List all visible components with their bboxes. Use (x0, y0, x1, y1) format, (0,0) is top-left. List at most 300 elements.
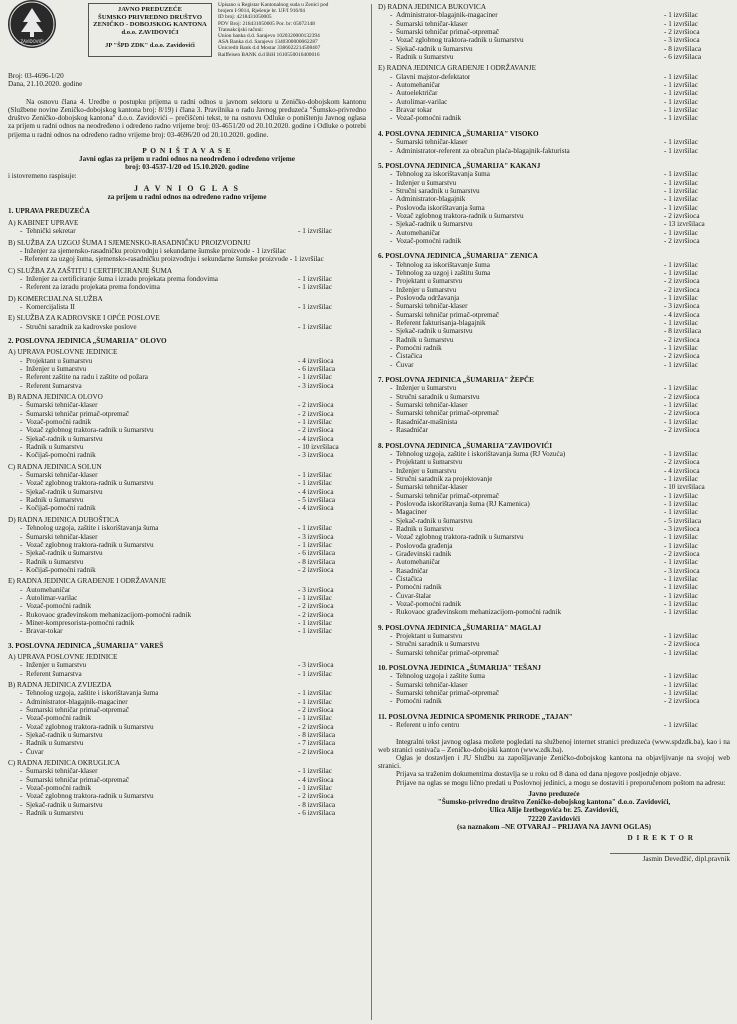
job-position-name: Projektant u šumarstvu (396, 458, 463, 467)
job-position-name: Radnik u šumarstvu (26, 809, 84, 818)
job-position-row (8, 602, 366, 610)
job-position-count: - 2 izvršioca (664, 426, 700, 435)
job-position-row (378, 361, 730, 369)
section-title: 10. POSLOVNA JEDINICA „ŠUMARIJA" TEŠANJ (378, 664, 542, 673)
job-position-count: - 3 izvršioca (298, 532, 334, 541)
job-position-count: - 2 izvršioca (664, 211, 700, 220)
job-position-row (378, 212, 730, 220)
job-position-name: Vozač-pomoćni radnik (396, 114, 462, 123)
job-position-name: Vozač zglobnog traktora-radnik u šumarstvu (396, 533, 524, 542)
job-position-row (8, 809, 366, 817)
job-position-count: - 1 izvršilac (664, 384, 698, 393)
job-position-name: Referent u info centru (396, 721, 460, 730)
job-position-name: Inženjer u šumarstvu (26, 364, 87, 373)
document-meta (8, 72, 366, 89)
job-position-row (378, 697, 730, 705)
job-position-count: - 3 izvršioca (298, 585, 334, 594)
job-position-count: - 4 izvršioca (664, 466, 700, 475)
job-position-name: Šumarski tehničar-klaser (396, 302, 468, 311)
job-position-name: Sjekač-radnik u šumarstvu (26, 487, 103, 496)
job-position-name: Čistačica (396, 575, 423, 583)
job-position-row (8, 792, 366, 800)
job-position-name: Tehnolog za iskorištavanje šuma (396, 260, 490, 269)
job-position-count: - 1 izvršilac (664, 680, 698, 689)
unit-title: E) RADNA JEDINICA GRAĐENJE I ODRŽAVANJE (8, 577, 167, 586)
job-position-row (378, 352, 730, 360)
job-position-row (378, 508, 730, 516)
job-position-row (378, 467, 730, 475)
section-title: 9. POSLOVNA JEDINICA „ŠUMARIJA" MAGLAJ (378, 623, 542, 632)
job-position-row (378, 681, 730, 689)
job-position-row (8, 689, 366, 697)
job-position-row (378, 170, 730, 178)
job-position-name: Stručni saradnik u šumarstvu (396, 640, 480, 649)
job-position-count: - 1 izvršilac (298, 283, 332, 292)
job-position-count: - 3 izvršioca (664, 36, 700, 45)
job-position-row (8, 365, 366, 373)
job-position-name: Rasadničar (396, 566, 428, 575)
job-position-row (378, 689, 730, 697)
job-position-count: - 2 izvršioca (664, 640, 700, 649)
job-position-row (8, 410, 366, 418)
job-position-row (8, 471, 366, 479)
job-position-count: - 1 izvršilac (664, 491, 698, 500)
job-position-name: Stručni saradnik u šumarstvu (396, 392, 480, 401)
job-position-name: Automehaničar (396, 228, 441, 237)
job-position-count: - 3 izvršioca (298, 381, 334, 390)
job-position-row (8, 594, 366, 602)
job-position-row (378, 344, 730, 352)
job-position-name: Projektant u šumarstvu (26, 356, 93, 365)
reg-line: Transakcijski računi: (218, 26, 264, 33)
job-position-row (378, 195, 730, 203)
job-position-count: - 1 izvršilac (664, 260, 698, 269)
job-position-row (378, 28, 730, 36)
section-title: 2. POSLOVNA JEDINICA „ŠUMARIJA" OLOVO (8, 336, 167, 345)
job-position-row (378, 336, 730, 344)
ponistava-line1: Javni oglas za prijem u radni odnos na neodređeno i određeno vrijeme (79, 155, 295, 164)
job-position-row (378, 302, 730, 310)
job-position-row (378, 286, 730, 294)
job-position-row (8, 496, 366, 504)
job-position-count: - 1 izvršilac (664, 106, 698, 115)
reg-line: Union banka d.d. Sarajevo 1020320000132394 (218, 33, 320, 40)
unit-title: D) KOMERCIJALNA SLUŽBA (8, 294, 103, 303)
job-position-name: Referent šumarstva (26, 669, 82, 678)
job-position-count: - 2 izvršioca (298, 706, 334, 715)
job-position-name: Sjekač-radnik u šumarstvu (26, 800, 103, 809)
job-position-name: Stručni saradnik za kadrovske poslove (26, 322, 137, 331)
job-position-name: Rasadničar (396, 426, 428, 435)
unit-title: B) RADNA JEDINICA ZVIJEZDA (8, 681, 112, 689)
job-position-name: Poslovođa održavanja (396, 294, 460, 302)
job-position-row (8, 524, 366, 532)
unit-title: A) UPRAVA POSLOVNE JEDINICE (8, 348, 118, 357)
job-position-row (8, 776, 366, 784)
job-position-count: - 1 izvršilac (664, 114, 698, 123)
unit-title: B) RADNA JEDINICA OLOVO (8, 393, 103, 401)
job-position-count: - 4 izvršioca (298, 487, 334, 496)
job-position-name: Radnik u šumarstvu (26, 557, 84, 566)
job-position-name: Vozač zglobnog traktora-radnik u šumarstvu (396, 36, 524, 45)
job-position-count: - 8 izvršilaca (664, 44, 702, 53)
job-position-row (378, 261, 730, 269)
job-position-row (378, 450, 730, 458)
job-position-name: Šumarski tehničar primač-otpremač (396, 689, 499, 698)
job-position-count: - 6 izvršilaca (664, 53, 702, 62)
logo-text: ZAVIDOVIĆI (20, 39, 44, 44)
job-position-count: - 1 izvršilac (664, 508, 698, 517)
reg-line: ASA Banka d.d. Sarajevo 1340300000062287 (218, 39, 318, 46)
job-position-count: - 1 izvršilac (298, 540, 332, 549)
address-line: "Šumsko-privredno društvo Zeničko-dobojskog kantona" d.o.o. Zavidovići, (437, 798, 671, 807)
job-position-count: - 2 izvršioca (298, 401, 334, 410)
bullet-dash: - (20, 246, 25, 255)
job-position-count: - 2 izvršioca (298, 610, 334, 619)
job-position-count: - 1 izvršilac (664, 19, 698, 28)
job-position-name: Šumarski tehničar-klaser (396, 138, 468, 147)
job-position-name: Sjekač-radnik u šumarstvu (26, 731, 103, 740)
document-date: Dana, 21.10.2020. godine (8, 80, 83, 89)
job-position-count: - 1 izvršilac (664, 600, 698, 609)
job-position-name: Sjekač-radnik u šumarstvu (396, 327, 473, 336)
job-position-count: - 1 izvršilac (664, 591, 698, 600)
job-position-count: - 1 izvršilac (664, 417, 698, 426)
job-position-name: Tehnolog uzgoja, zaštite i iskorištavanja šuma (26, 524, 159, 533)
job-position-name: Sjekač-radnik u šumarstvu (26, 549, 103, 558)
job-position-row (378, 204, 730, 212)
mailing-address (378, 790, 730, 832)
job-position-count: - 1 izvršilac (298, 689, 332, 698)
job-position-name: Vozač-pomoćni radnik (396, 600, 462, 609)
job-position-row (378, 632, 730, 640)
job-position-row (378, 384, 730, 392)
closing-paragraph: Oglas je dostavljen i JU Službu za zapošljavanje Zeničko-dobojskog kantona na objavljivanje na svojoj web stranici. (378, 753, 730, 771)
unit-title: D) RADNA JEDINICA BUKOVICA (378, 3, 487, 11)
job-position-name: Čuvar-štalar (396, 591, 432, 600)
company-logo (8, 0, 56, 48)
job-position-name: Vozač zglobnog traktora-radnik u šumarstvu (26, 426, 154, 435)
job-position-row (8, 698, 366, 706)
job-position-row (378, 53, 730, 61)
reg-line: ID broj: 4218431050005 (218, 14, 272, 21)
section-title: 4. POSLOVNA JEDINICA „ŠUMARIJA" VISOKO (378, 129, 539, 138)
job-position-count: - 1 izvršilac (298, 479, 332, 488)
job-position-count: - 1 izvršilac (664, 689, 698, 698)
job-position-name: Inženjer u šumarstvu (396, 285, 457, 294)
job-position-count: - 1 izvršilac (664, 401, 698, 410)
job-position-row (378, 11, 730, 19)
job-position-row (378, 138, 730, 146)
column-divider (371, 4, 372, 1020)
job-position-name: Pomoćni radnik (396, 344, 442, 353)
job-position-row (8, 748, 366, 756)
job-position-name: Građevinski radnik (396, 549, 452, 558)
job-position-row (8, 611, 366, 619)
job-position-name: Šumarski tehničar primač-otpremač (396, 28, 499, 37)
job-position-count: - 1 izvršilac (664, 203, 698, 212)
job-position-row (8, 451, 366, 459)
job-position-count: - 1 izvršilac (664, 632, 698, 641)
job-position-count: - 2 izvršioca (664, 458, 700, 467)
job-position-name: Tehnolog uzgoja i zaštite šuma (396, 672, 485, 681)
job-position-name: Čuvar (26, 747, 44, 756)
ponistava-line2: broj: 03-4537-1/20 od 15.10.2020. godine (125, 163, 249, 172)
director-title: D I R E K T O R (627, 834, 694, 843)
job-position-row (378, 147, 730, 155)
job-position-row (378, 649, 730, 657)
job-position-count: - 1 izvršilac (298, 373, 332, 382)
job-position-name: Šumarski tehničar-klaser (26, 767, 98, 776)
signature-line (610, 853, 730, 854)
job-position-count: - 1 izvršilac (664, 672, 698, 681)
job-position-row (378, 558, 730, 566)
job-position-name: Autolimar-varilac (26, 593, 78, 602)
job-position-name: Čistačica (396, 352, 423, 361)
job-position-count: - 1 izvršilac (664, 89, 698, 98)
job-position-row (8, 435, 366, 443)
job-position-name: Radnik u šumarstvu (26, 496, 84, 505)
address-line: Javno preduzeće (528, 789, 580, 798)
job-position-name: Inženjer u šumarstvu (396, 384, 457, 393)
job-position-count: - 6 izvršilaca (298, 549, 336, 558)
job-position-count: - 1 izvršilac (298, 784, 332, 793)
job-position-row (8, 566, 366, 574)
job-position-name: Vozač zglobnog traktora-radnik u šumarstvu (26, 792, 154, 801)
job-position-count: - 1 izvršilac (664, 81, 698, 90)
job-position-count: - 2 izvršioca (298, 409, 334, 418)
closing-text (378, 738, 730, 787)
job-position-count: - 1 izvršilac (664, 533, 698, 542)
job-position-row (378, 179, 730, 187)
job-position-name: Administrator-blagajnik-magaciner (26, 697, 128, 706)
job-position-name: Administrator-referent za obračun plaća-blagajnik-fakturista (396, 146, 570, 155)
job-position-count: - 1 izvršilac (298, 227, 332, 236)
job-position-count: - 4 izvršioca (298, 434, 334, 443)
job-position-name: Poslovođa iskorištavanja šuma (396, 203, 485, 212)
job-position-name: Pomoćni radnik (396, 583, 442, 592)
job-position-count: - 3 izvršioca (298, 451, 334, 460)
job-position-count: - 6 izvršilaca (298, 809, 336, 818)
job-position-row (8, 739, 366, 747)
job-position-count: - 1 izvršilac (664, 608, 698, 617)
right-column (378, 0, 730, 863)
job-position-row (378, 640, 730, 648)
job-position-row (378, 393, 730, 401)
job-position-row (8, 586, 366, 594)
right-job-sections (378, 130, 730, 730)
job-position-count: - 1 izvršilac (664, 474, 698, 483)
closing-paragraph: Prijave na oglas se mogu lično predati u Poslovnoj jedinici, a mogu se dostaviti i preporučenom poštom na adresu: (396, 778, 726, 787)
job-position-row (378, 229, 730, 237)
job-position-count: - 1 izvršilac (664, 186, 698, 195)
job-position-name: Radnik u šumarstvu (26, 739, 84, 748)
job-position-row (378, 89, 730, 97)
job-position-name: Sjekač-radnik u šumarstvu (396, 44, 473, 53)
unit-title: C) RADNA JEDINICA SOLUN (8, 462, 102, 471)
signature-name: Jasmin Devedžić, dipl.pravnik (642, 854, 730, 863)
job-position-count: - 1 izvršilac (298, 322, 332, 331)
job-position-row (378, 73, 730, 81)
letterhead (8, 0, 366, 64)
document-number: Broj: 03-4696-1/20 (8, 72, 64, 80)
job-position-row (378, 600, 730, 608)
job-position-count: - 2 izvršioca (664, 28, 700, 37)
job-position-count: - 1 izvršilac (664, 138, 698, 147)
job-position-count: - 10 izvršilaca (298, 443, 339, 452)
job-position-name: Inženjer u šumarstvu (396, 466, 457, 475)
job-position-count: - 2 izvršioca (664, 697, 700, 706)
job-position-row (378, 483, 730, 491)
job-position-name: Referent za izradu projekata prema fondovima (26, 283, 160, 292)
job-position-name: Vozač-pomoćni radnik (26, 784, 92, 793)
job-position-row (378, 106, 730, 114)
org-line: JAVNO PREDUZEĆE (117, 6, 183, 13)
job-position-name: Šumarski tehničar-klaser (396, 401, 468, 410)
job-position-count: - 8 izvršilaca (298, 800, 336, 809)
job-position-count: - 1 izvršilac (664, 170, 698, 179)
job-position-row (378, 98, 730, 106)
job-position-name: Šumarski tehničar primač-otpremač (26, 775, 129, 784)
job-position-name: Rasadničar-mašinista (396, 417, 458, 426)
job-position-count: - 1 izvršilac (664, 72, 698, 81)
job-position-row (378, 575, 730, 583)
job-position-row (378, 426, 730, 434)
job-position-name: Radnik u šumarstvu (396, 524, 454, 533)
job-position-count: - 2 izvršioca (298, 722, 334, 731)
org-line: d.o.o. ZAVIDOVIĆI (121, 28, 179, 36)
job-position-row (378, 542, 730, 550)
job-position-row (8, 303, 366, 311)
job-position-name: Čuvar (396, 360, 414, 369)
job-position-count: - 4 izvršioca (298, 356, 334, 365)
job-position-name: Autolimar-varilac (396, 97, 448, 106)
job-position-row (378, 475, 730, 483)
job-position-row (8, 479, 366, 487)
job-position-name: Sjekač-radnik u šumarstvu (396, 516, 473, 525)
job-position-name: Inženjer za certificiranje šuma i izradu projekata prema fondovima (26, 274, 218, 283)
job-position-row (378, 550, 730, 558)
job-position-name: Kočijaš-pomoćni radnik (26, 565, 96, 574)
job-position-name: Vozač zglobnog traktora-radnik u šumarstvu (396, 211, 524, 220)
job-position-row (378, 20, 730, 28)
job-position-count: - 2 izvršioca (298, 426, 334, 435)
job-position-count: - 2 izvršioca (664, 352, 700, 361)
job-position-name: Radnik u šumarstvu (26, 443, 84, 452)
job-position-name: Automehaničar (396, 558, 441, 567)
job-position-text: Referent za uzgoj šuma, sjemensko-rasadničku proizvodnju i sekundarne šumske proizvode - 1 izvršilac (24, 255, 324, 264)
job-position-name: Vozač-pomoćni radnik (26, 418, 92, 427)
unit-title: D) RADNA JEDINICA DUBOŠTICA (8, 515, 120, 524)
job-position-count: - 1 izvršilac (298, 714, 332, 723)
job-position-count: - 1 izvršilac (298, 418, 332, 427)
job-position-count: - 1 izvršilac (664, 11, 698, 20)
reg-line: PDV Broj: 218431050005 Por. br: 05072148 (218, 20, 315, 27)
job-position-name: Šumarski tehničar-klaser (396, 19, 468, 28)
job-position-name: Šumarski tehničar-klaser (26, 471, 98, 480)
section-title: 7. POSLOVNA JEDINICA „ŠUMARIJA" ŽEPČE (378, 376, 534, 385)
job-position-count: - 2 izvršioca (664, 549, 700, 558)
job-position-name: Automehaničar (26, 585, 71, 594)
job-position-name: Rukovaoc građevinskom mehanizacijom-pomoćni radnik (26, 610, 192, 619)
job-position-name: Kočijaš-pomoćni radnik (26, 451, 96, 460)
unit-title: C) SLUŽBA ZA ZAŠTITU I CERTIFICIRANJE ŠUMA (8, 266, 173, 275)
job-position-row (8, 382, 366, 390)
job-position-name: Tehnolog za uzgoj i zaštitu šuma (396, 268, 491, 277)
javni-oglas-subtitle: za prijem u radni odnos na određeno radno vrijeme (107, 193, 267, 202)
job-position-name: Vozač-pomoćni radnik (396, 236, 462, 245)
job-position-name: Magaciner (396, 508, 427, 517)
job-position-row (378, 319, 730, 327)
job-position-row (8, 767, 366, 775)
job-position-name: Radnik u šumarstvu (396, 53, 454, 62)
job-position-count: - 1 izvršilac (298, 471, 332, 480)
job-position-count: - 1 izvršilac (664, 319, 698, 328)
job-position-count: - 2 izvršioca (664, 409, 700, 418)
job-position-name: Šumarski tehničar-klaser (396, 483, 468, 492)
job-position-name: Tehnolog uzgoja, zaštite i iskorištavanja šuma (26, 689, 159, 698)
job-position-name: Projektant u šumarstvu (396, 632, 463, 641)
job-position-count: - 1 izvršilac (664, 541, 698, 550)
job-position-row (8, 619, 366, 627)
job-position-count: - 5 izvršilaca (664, 516, 702, 525)
job-position-row (8, 670, 366, 678)
job-position-row (378, 592, 730, 600)
job-position-name: Administrator-blagajnik (396, 195, 466, 204)
job-position-count: - 1 izvršilac (298, 618, 332, 627)
javni-oglas-title: J A V N I O G L A S (134, 183, 240, 193)
job-position-row (378, 721, 730, 729)
job-position-row (378, 294, 730, 302)
job-position-row (378, 277, 730, 285)
job-position-count: - 4 izvršioca (298, 504, 334, 513)
job-position-count: - 3 izvršioca (664, 524, 700, 533)
job-position-count: - 3 izvršioca (664, 302, 700, 311)
intro-paragraph: Na osnovu člana 4. Uredbe o postupku prijema u radni odnos u javnom sektoru u Zeničko-dobojskom kantonu (Službene novine Zeničko-dobojskog kantona broj: 8/19) i člana 3. Pravilnika o radu Javnog preduzeća "Šumsko-privredno društvo Zeničko-dobojskog kantona" d.o.o. Zavidovići – prečišćeni tekst, te na osnovu Odluke o poništenju Javnog oglasa za prijem u radni odnos na neodređeno i određeno radno vrijeme broj: 03-4651/20 od 20.10.2020. godine i Odluke o potrebi prijema u radni odnos na određeno radno vrijeme broj: 03-4696/20 od 20.10.2020. godine. (8, 97, 366, 139)
job-position-name: Šumarski tehničar primač-otpremač (26, 409, 129, 418)
job-position-name: Autoelektričar (396, 89, 438, 98)
job-position-row (8, 723, 366, 731)
job-position-row (8, 784, 366, 792)
job-position-row (378, 567, 730, 575)
job-position-count: - 2 izvršioca (664, 335, 700, 344)
job-position-count: - 2 izvršioca (664, 277, 700, 286)
job-position-name: Stručni saradnik za projektovanje (396, 474, 493, 483)
job-position-count: - 1 izvršilac (664, 195, 698, 204)
job-position-row (8, 488, 366, 496)
job-position-count: - 1 izvršilac (298, 274, 332, 283)
job-position-count: - 6 izvršilaca (298, 364, 336, 373)
continued-units (378, 3, 730, 123)
job-position-row (8, 558, 366, 566)
job-position-name: Automehaničar (396, 81, 441, 90)
job-position-row (378, 492, 730, 500)
job-position-count: - 2 izvršioca (298, 602, 334, 611)
job-position-row (378, 533, 730, 541)
job-position-count: - 10 izvršilaca (664, 483, 705, 492)
bullet-dash: - (20, 255, 25, 264)
job-position-count: - 1 izvršilac (664, 648, 698, 657)
job-position-row (378, 237, 730, 245)
reg-line: Unicredit Bank d.d Mostar 3386022214508407 (218, 45, 321, 52)
job-position-name: Šumarski tehničar-klaser (26, 532, 98, 541)
job-position-count: - 1 izvršilac (664, 344, 698, 353)
job-position-name: Administrator-blagajnik-magaciner (396, 11, 498, 20)
job-position-name: Šumarski tehničar primač-otpremač (396, 648, 499, 657)
job-position-row (8, 357, 366, 365)
address-line: (sa naznakom –NE OTVARAJ – PRIJAVA NA JAVNI OGLAS) (457, 823, 651, 832)
job-position-row (378, 45, 730, 53)
